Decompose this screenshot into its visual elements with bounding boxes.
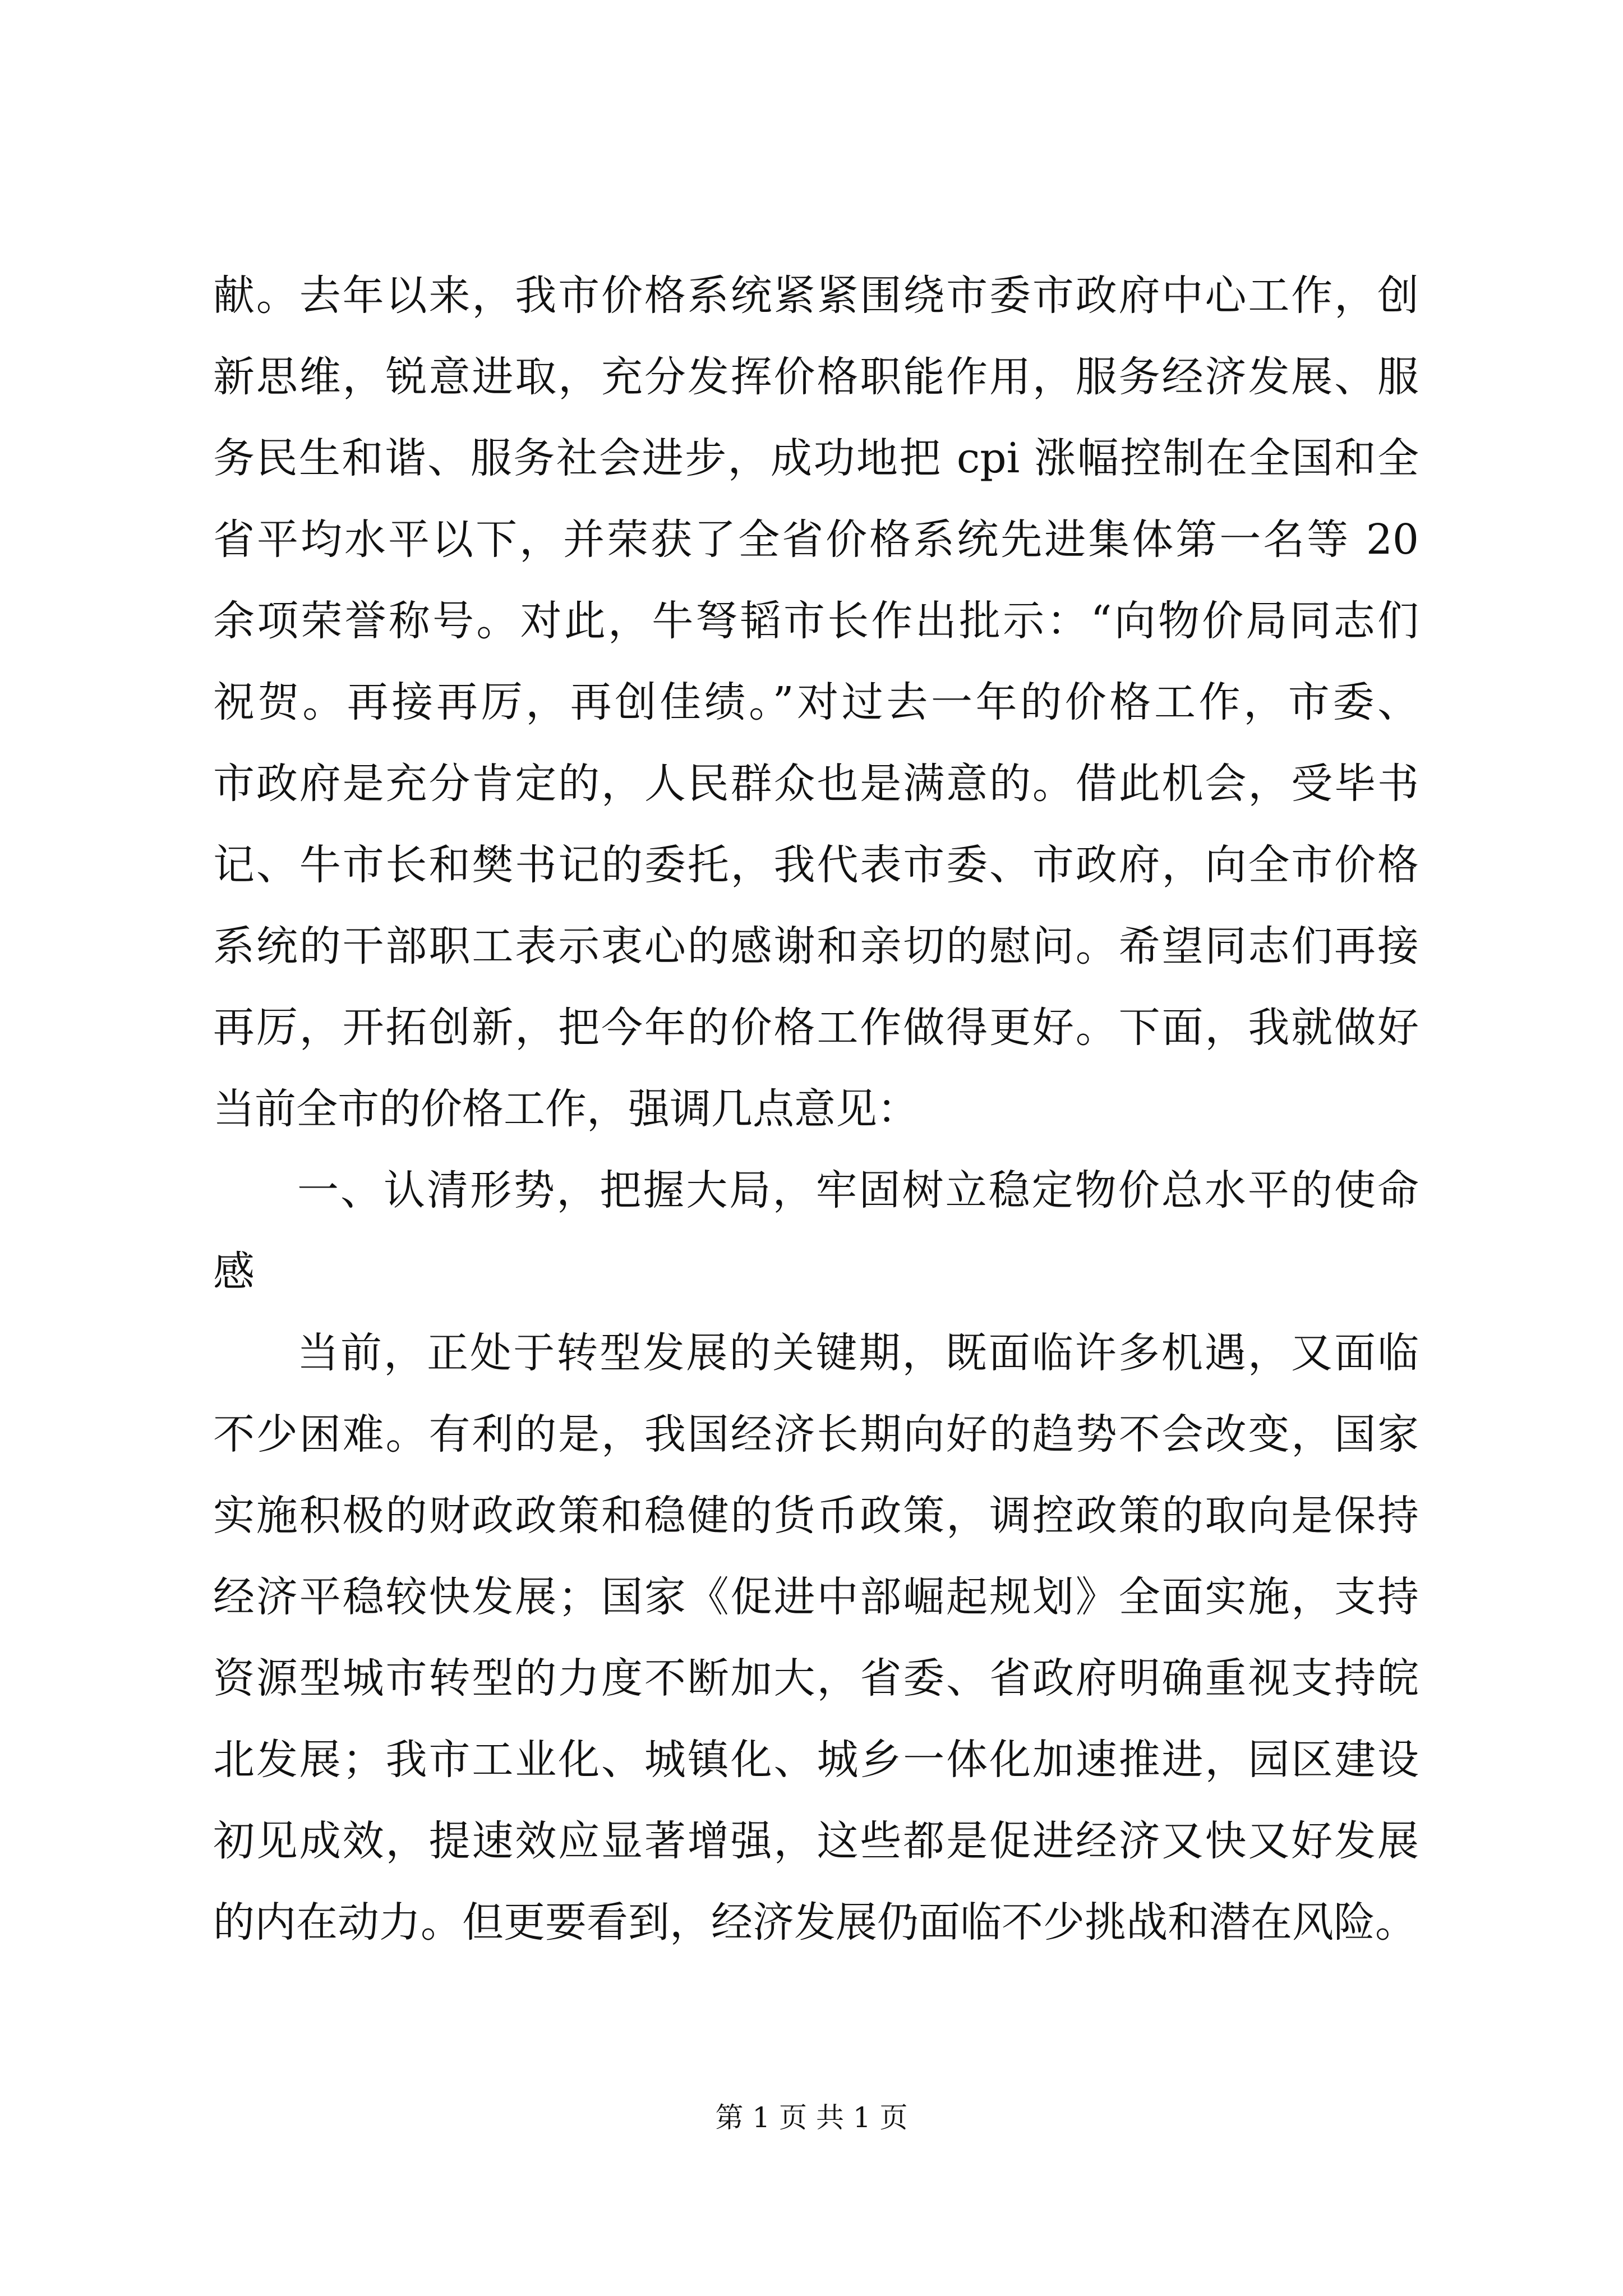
text-line: 北发展；我市工业化、城镇化、城乡一体化加速推进，园区建设: [213, 1736, 1419, 1784]
text-line: 的内在动力。但更要看到，经济发展仍面临不少挑战和潜在风险。: [213, 1898, 1417, 1947]
text-line: 再厉，开拓创新，把今年的价格工作做得更好。下面，我就做好: [213, 1004, 1419, 1052]
text-line: 系统的干部职工表示衷心的感谢和亲切的慰问。希望同志们再接: [213, 922, 1419, 970]
text-line: 新思维，锐意进取，充分发挥价格职能作用，服务经济发展、服: [213, 353, 1419, 401]
page-footer: 第 1 页 共 1 页: [715, 2101, 908, 2134]
text-line: 市政府是充分肯定的，人民群众也是满意的。借此机会，受毕书: [213, 760, 1419, 808]
text-line: 初见成效，提速效应显著增强，这些都是促进经济又快又好发展: [213, 1817, 1419, 1865]
text-line: 不少困难。有利的是，我国经济长期向好的趋势不会改变，国家: [213, 1410, 1419, 1458]
text-line: 经济平稳较快发展；国家《促进中部崛起规划》全面实施，支持: [213, 1573, 1419, 1621]
section-heading-continued: 感: [213, 1248, 255, 1296]
text-line: 献。去年以来，我市价格系统紧紧围绕市委市政府中心工作，创: [213, 272, 1419, 320]
section-heading: 一、认清形势，把握大局，牢固树立稳定物价总水平的使命: [297, 1166, 1419, 1214]
text-line: 当前全市的价格工作，强调几点意见：: [213, 1085, 919, 1133]
text-line: 记、牛市长和樊书记的委托，我代表市委、市政府，向全市价格: [213, 841, 1419, 889]
body-text: [213, 255, 1419, 1963]
text-line: 务民生和谐、服务社会进步，成功地把 cpi 涨幅控制在全国和全: [213, 434, 1419, 482]
text-line: 资源型城市转型的力度不断加大，省委、省政府明确重视支持皖: [213, 1654, 1419, 1703]
text-line: 当前，正处于转型发展的关键期，既面临许多机遇，又面临: [297, 1329, 1419, 1377]
text-line: 祝贺。再接再厉，再创佳绩。”对过去一年的价格工作，市委、: [213, 678, 1419, 726]
text-line: 省平均水平以下，并荣获了全省价格系统先进集体第一名等 20: [213, 516, 1419, 564]
text-line: 余项荣誉称号。对此，牛弩韬市长作出批示：“向物价局同志们: [213, 597, 1419, 645]
text-line: 实施积极的财政政策和稳健的货币政策，调控政策的取向是保持: [213, 1492, 1419, 1540]
